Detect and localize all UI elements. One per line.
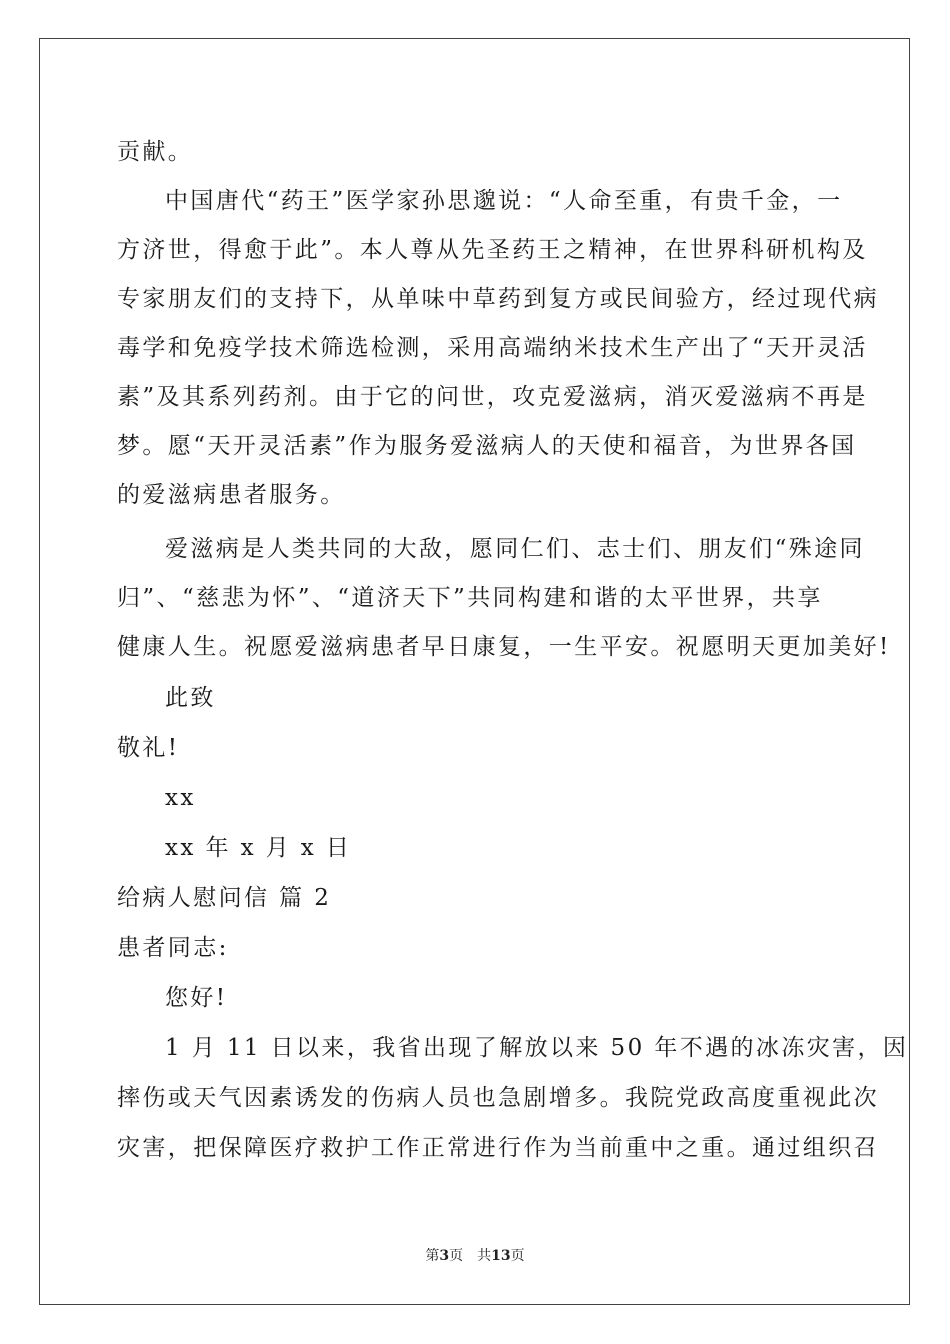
- signature-line: xx: [165, 785, 196, 811]
- text-line: 专家朋友们的支持下，从单味中草药到复方或民间验方，经过现代病: [117, 286, 879, 312]
- closing-line: 此致: [165, 685, 216, 711]
- date-line: xx 年 x 月 x 日: [165, 835, 352, 861]
- text-line: 毒学和免疫学技术筛选检测，采用高端纳米技术生产出了“天开灵活: [117, 335, 868, 361]
- text-line: 灾害，把保障医疗救护工作正常进行作为当前重中之重。通过组织召: [117, 1135, 879, 1161]
- text-line: 梦。愿“天开灵活素”作为服务爱滋病人的天使和福音，为世界各国: [117, 433, 857, 459]
- text-line: 贡献。: [117, 139, 194, 165]
- salutation-line: 敬礼!: [117, 735, 180, 761]
- text-line: 方济世，得愈于此”。本人尊从先圣药王之精神，在世界科研机构及: [117, 237, 868, 263]
- page-number: 3: [439, 1248, 450, 1264]
- section-heading: 给病人慰问信 篇 2: [117, 885, 332, 911]
- page-prefix: 第: [425, 1248, 440, 1264]
- greeting-line: 您好!: [165, 985, 228, 1011]
- text-line: 摔伤或天气因素诱发的伤病人员也急剧增多。我院党政高度重视此次: [117, 1085, 879, 1111]
- total-prefix: 共: [477, 1248, 492, 1264]
- text-line: 中国唐代“药王”医学家孙思邈说：“人命至重，有贵千金，一: [165, 188, 843, 214]
- total-pages: 13: [491, 1248, 511, 1264]
- page-footer: [0, 1246, 950, 1266]
- page-frame: [39, 38, 910, 1305]
- text-line: 1 月 11 日以来，我省出现了解放以来 50 年不遇的冰冻灾害，因: [165, 1035, 909, 1061]
- total-suffix: 页: [510, 1248, 525, 1264]
- text-line: 健康人生。祝愿爱滋病患者早日康复，一生平安。祝愿明天更加美好!: [117, 634, 891, 660]
- page-suffix: 页: [449, 1248, 464, 1264]
- text-line: 的爱滋病患者服务。: [117, 482, 346, 508]
- text-line: 素”及其系列药剂。由于它的问世，攻克爱滋病，消灭爱滋病不再是: [117, 384, 868, 410]
- text-line: 爱滋病是人类共同的大敌，愿同仁们、志士们、朋友们“殊途同: [165, 536, 865, 562]
- recipient-line: 患者同志:: [117, 935, 229, 961]
- text-line: 归”、“慈悲为怀”、“道济天下”共同构建和谐的太平世界，共享: [117, 585, 823, 611]
